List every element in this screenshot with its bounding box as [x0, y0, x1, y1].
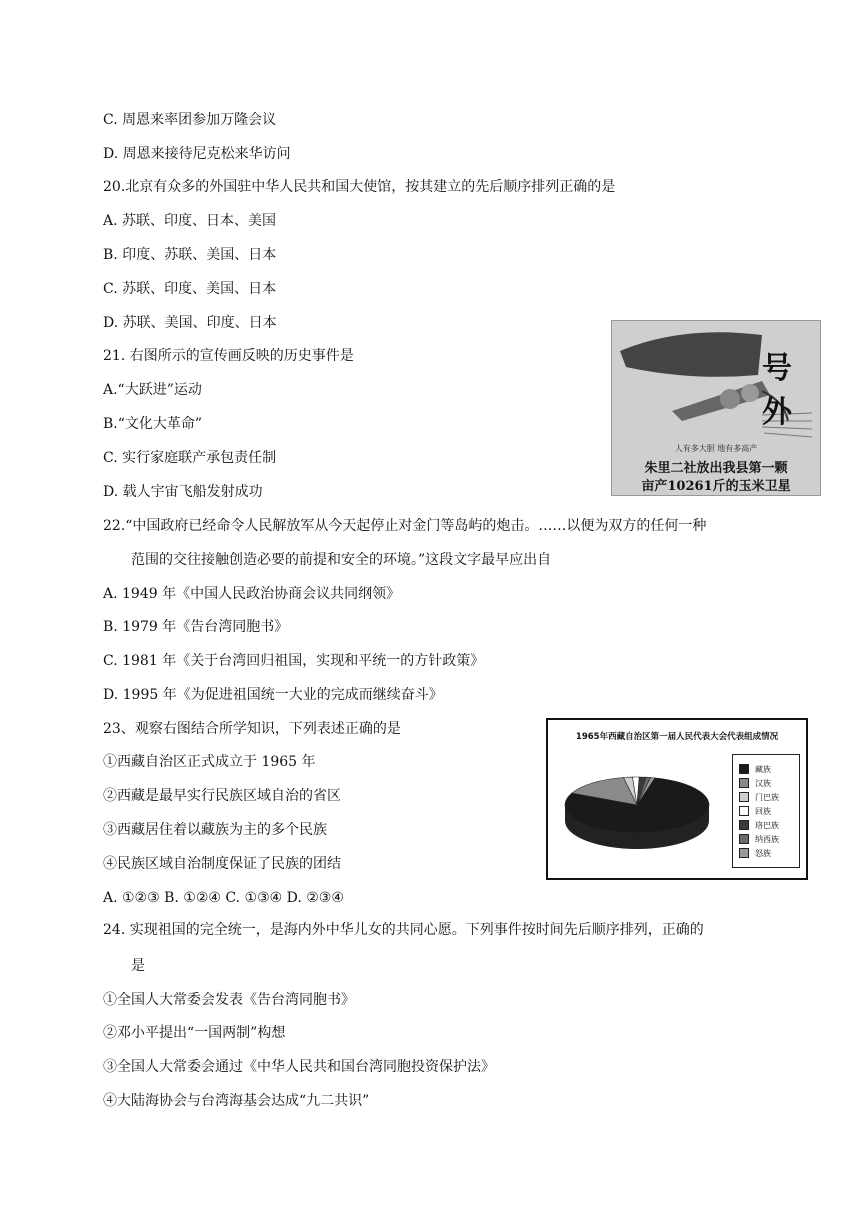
- legend-label: 珞巴族: [755, 820, 779, 830]
- chart-title: 1965年西藏自治区第一届人民代表大会代表组成情况: [575, 732, 779, 742]
- question-line: ③西藏居住着以藏族为主的多个民族: [103, 822, 327, 838]
- question-line: B. 1979 年《告台湾同胞书》: [103, 619, 289, 635]
- poster-headline: 号外: [762, 351, 792, 430]
- question-line: A. ①②③ B. ①②④ C. ①③④ D. ②③④: [103, 890, 344, 906]
- legend-swatch: [739, 806, 749, 816]
- question-line: A. 苏联、印度、日本、美国: [103, 213, 277, 229]
- chart-legend: [732, 754, 800, 868]
- legend-label: 汉族: [755, 778, 771, 788]
- question-line: 23、观察右图结合所学知识，下列表述正确的是: [103, 721, 401, 737]
- poster-caption-small: 人有多大胆 地有多高产: [674, 444, 758, 453]
- question-line: ②西藏是最早实行民族区域自治的省区: [103, 788, 341, 804]
- legend-swatch: [739, 820, 749, 830]
- question-line: ④大陆海协会与台湾海基会达成“九二共识”: [103, 1093, 370, 1109]
- question-line: ④民族区域自治制度保证了民族的团结: [103, 856, 341, 872]
- question-line: D. 载人宇宙飞船发射成功: [103, 484, 263, 500]
- question-line: 范围的交往接触创造必要的前提和安全的环境。”这段文字最早应出自: [131, 552, 552, 568]
- question-line: D. 1995 年《为促进祖国统一大业的完成而继续奋斗》: [103, 687, 443, 703]
- poster-caption-line1: 朱里二社放出我县第一颗: [644, 461, 788, 476]
- question-line: C. 苏联、印度、美国、日本: [103, 281, 277, 297]
- propaganda-poster: [611, 320, 821, 496]
- legend-item: [739, 819, 779, 831]
- question-line: C. 实行家庭联产承包责任制: [103, 450, 277, 466]
- question-line: C. 周恩来率团参加万隆会议: [103, 112, 277, 128]
- poster-caption-line2: 亩产10261斤的玉米卫星: [641, 479, 791, 494]
- question-line: C. 1981 年《关于台湾回归祖国，实现和平统一的方针政策》: [103, 653, 485, 669]
- legend-swatch: [739, 848, 749, 858]
- legend-swatch: [739, 764, 749, 774]
- question-line: A.“大跃进”运动: [103, 382, 202, 398]
- question-line: ①西藏自治区正式成立于 1965 年: [103, 754, 316, 770]
- legend-item: [739, 763, 771, 775]
- legend-item: [739, 847, 771, 859]
- legend-item: [739, 777, 771, 789]
- pie-chart-figure: [546, 718, 808, 880]
- question-line: B.“文化大革命”: [103, 416, 203, 432]
- legend-item: [739, 805, 771, 817]
- legend-label: 回族: [755, 806, 771, 816]
- question-line: 24. 实现祖国的完全统一，是海内外中华儿女的共同心愿。下列事件按时间先后顺序排列，正确的: [103, 922, 704, 938]
- question-line: 21. 右图所示的宣传画反映的历史事件是: [103, 348, 354, 364]
- question-line: ①全国人大常委会发表《告台湾同胞书》: [103, 992, 355, 1008]
- legend-swatch: [739, 792, 749, 802]
- question-line: 20.北京有众多的外国驻中华人民共和国大使馆，按其建立的先后顺序排列正确的是: [103, 179, 616, 195]
- question-line: D. 苏联、美国、印度、日本: [103, 315, 277, 331]
- legend-label: 怒族: [755, 848, 771, 858]
- legend-item: [739, 833, 779, 845]
- legend-item: [739, 791, 779, 803]
- legend-label: 纳西族: [755, 834, 779, 844]
- question-line: ②邓小平提出“一国两制”构想: [103, 1025, 286, 1041]
- legend-label: 门巴族: [755, 792, 779, 802]
- question-line: ③全国人大常委会通过《中华人民共和国台湾同胞投资保护法》: [103, 1059, 495, 1075]
- question-line: 22.“中国政府已经命令人民解放军从今天起停止对金门等岛屿的炮击。……以便为双方的任何一种: [103, 518, 707, 534]
- legend-swatch: [739, 834, 749, 844]
- question-line: D. 周恩来接待尼克松来华访问: [103, 146, 291, 162]
- legend-swatch: [739, 778, 749, 788]
- legend-label: 藏族: [755, 764, 771, 774]
- question-line: 是: [131, 958, 145, 974]
- pie-chart: [552, 750, 732, 870]
- question-line: B. 印度、苏联、美国、日本: [103, 247, 277, 263]
- question-line: A. 1949 年《中国人民政治协商会议共同纲领》: [103, 586, 401, 602]
